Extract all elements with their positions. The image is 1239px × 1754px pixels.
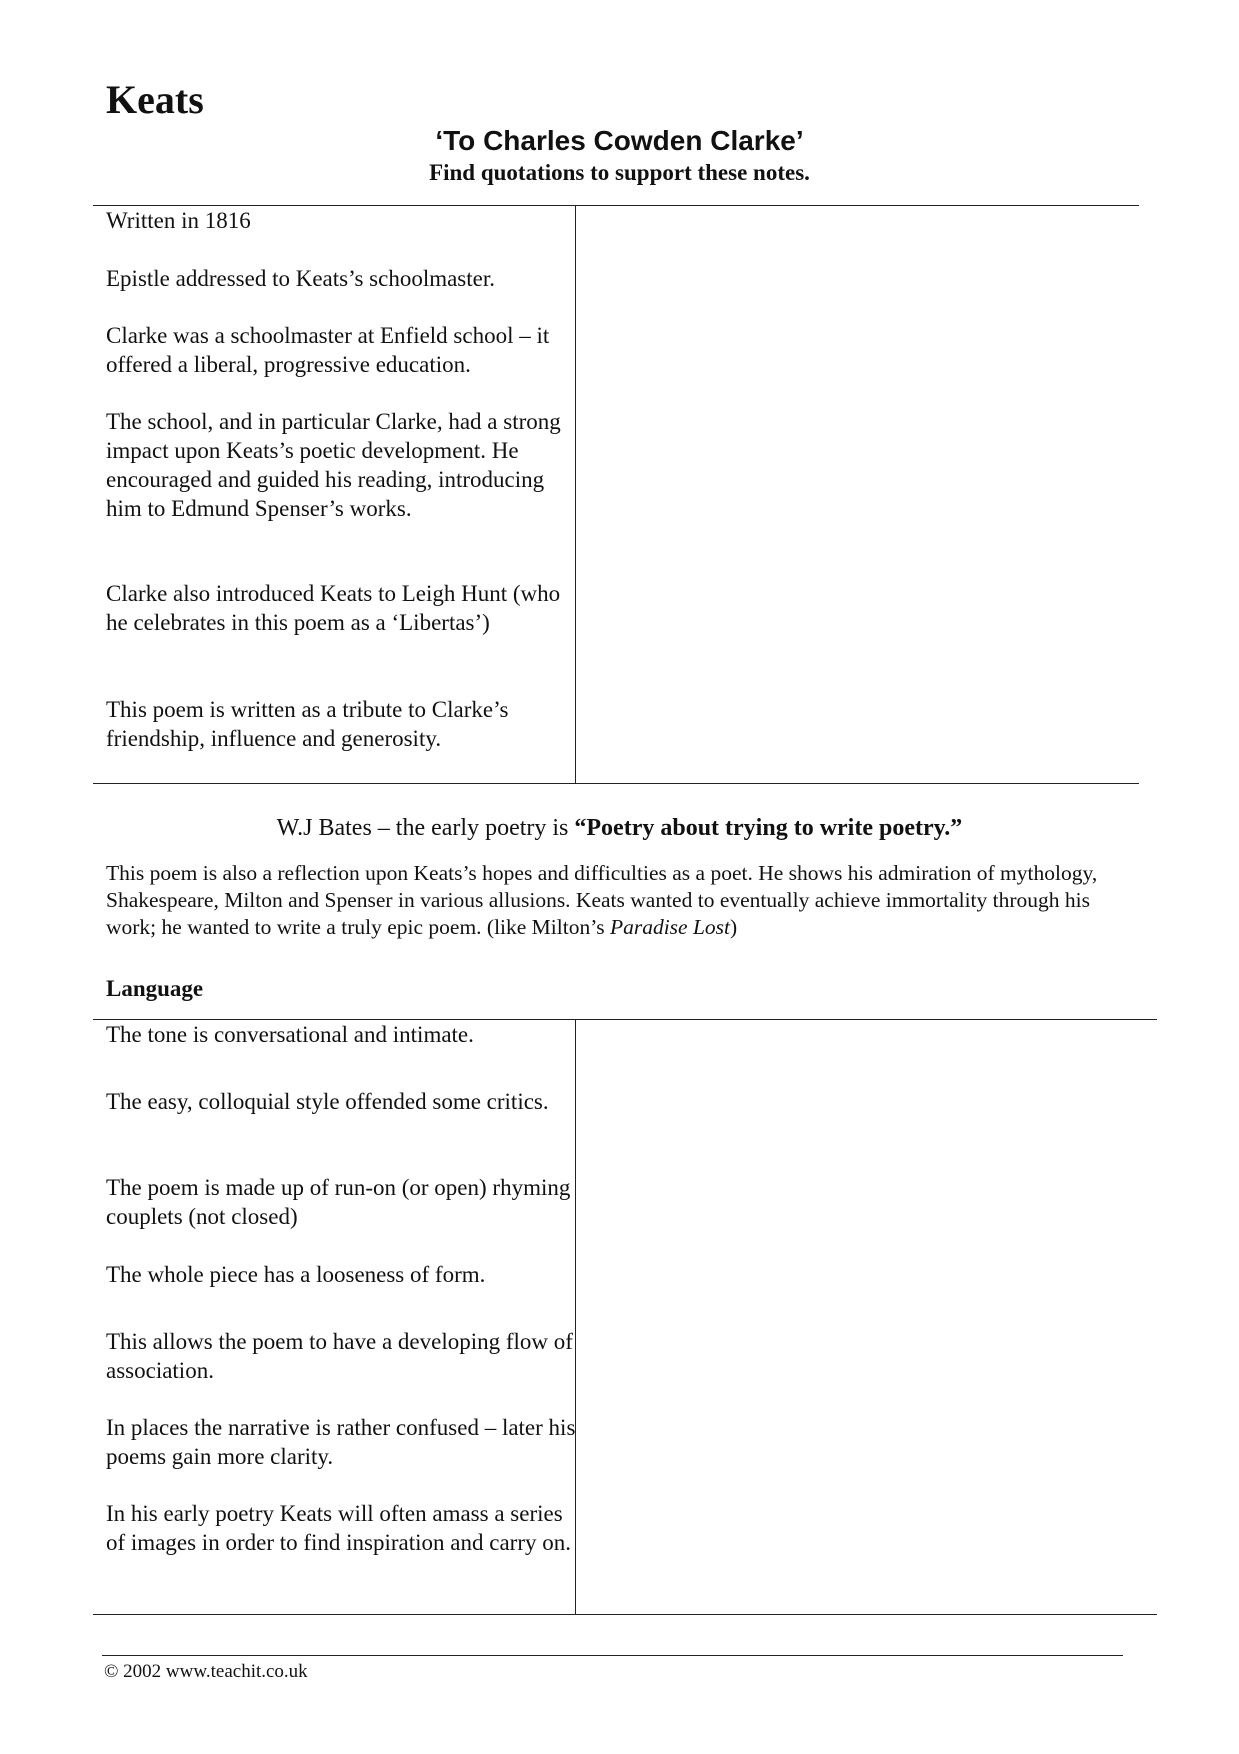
footer-copyright: © 2002 www.teachit.co.uk — [104, 1661, 308, 1682]
language-note: In his early poetry Keats will often amass a series of images in order to find inspiration and carry on. — [106, 1501, 571, 1555]
language-note: The whole piece has a looseness of form. — [106, 1262, 486, 1287]
context-note: Clarke also introduced Keats to Leigh Hunt (who he celebrates in this poem as a ‘Libertas’) — [106, 581, 561, 635]
language-note: In places the narrative is rather confused – later his poems gain more clarity. — [106, 1415, 576, 1469]
document-title: Keats — [106, 77, 204, 122]
language-note: The poem is made up of run-on (or open) rhyming couplets (not closed) — [106, 1175, 571, 1229]
context-note: Clarke was a schoolmaster at Enfield school – it offered a liberal, progressive education. — [106, 323, 550, 377]
context-note: The school, and in particular Clarke, had a strong impact upon Keats’s poetic development. He encouraged and guided his reading, introducing him to Edmund Spenser’s works. — [106, 409, 561, 521]
poem-title: ‘To Charles Cowden Clarke’ — [435, 125, 804, 156]
context-note: Epistle addressed to Keats’s schoolmaster. — [106, 266, 496, 291]
instruction-text: Find quotations to support these notes. — [429, 160, 810, 185]
quotation-answer-area[interactable] — [577, 1021, 1155, 1612]
reflection-italic-title: Paradise Lost — [609, 915, 731, 939]
reflection-paragraph — [106, 860, 1106, 941]
table-bottom-rule — [93, 1614, 1157, 1615]
table-bottom-rule — [93, 783, 1139, 784]
context-note: Written in 1816 — [106, 208, 251, 233]
critic-quote-emphasis: “Poetry about trying to write poetry.” — [574, 815, 963, 841]
footer-rule — [102, 1655, 1123, 1656]
context-note: This poem is written as a tribute to Clarke’s friendship, influence and generosity. — [106, 697, 509, 751]
language-note: This allows the poem to have a developing flow of association. — [106, 1329, 573, 1383]
reflection-suffix: ) — [730, 915, 738, 939]
language-note: The easy, colloquial style offended some critics. — [106, 1089, 549, 1114]
language-note: The tone is conversational and intimate. — [106, 1022, 474, 1047]
critic-quote — [0, 813, 1239, 843]
reflection-text: This poem is also a reflection upon Keats’s hopes and difficulties as a poet. He shows his admiration of mythology, Shakespeare, Milton and Spenser in various allusions. Keats wanted to eventually achieve immortality through his work; he wanted to write a truly epic poem. (like Milton’s — [106, 861, 1098, 939]
critic-quote-prefix: W.J Bates – the early poetry is — [276, 815, 575, 841]
language-heading: Language — [106, 976, 204, 1001]
quotation-answer-area[interactable] — [577, 207, 1137, 781]
